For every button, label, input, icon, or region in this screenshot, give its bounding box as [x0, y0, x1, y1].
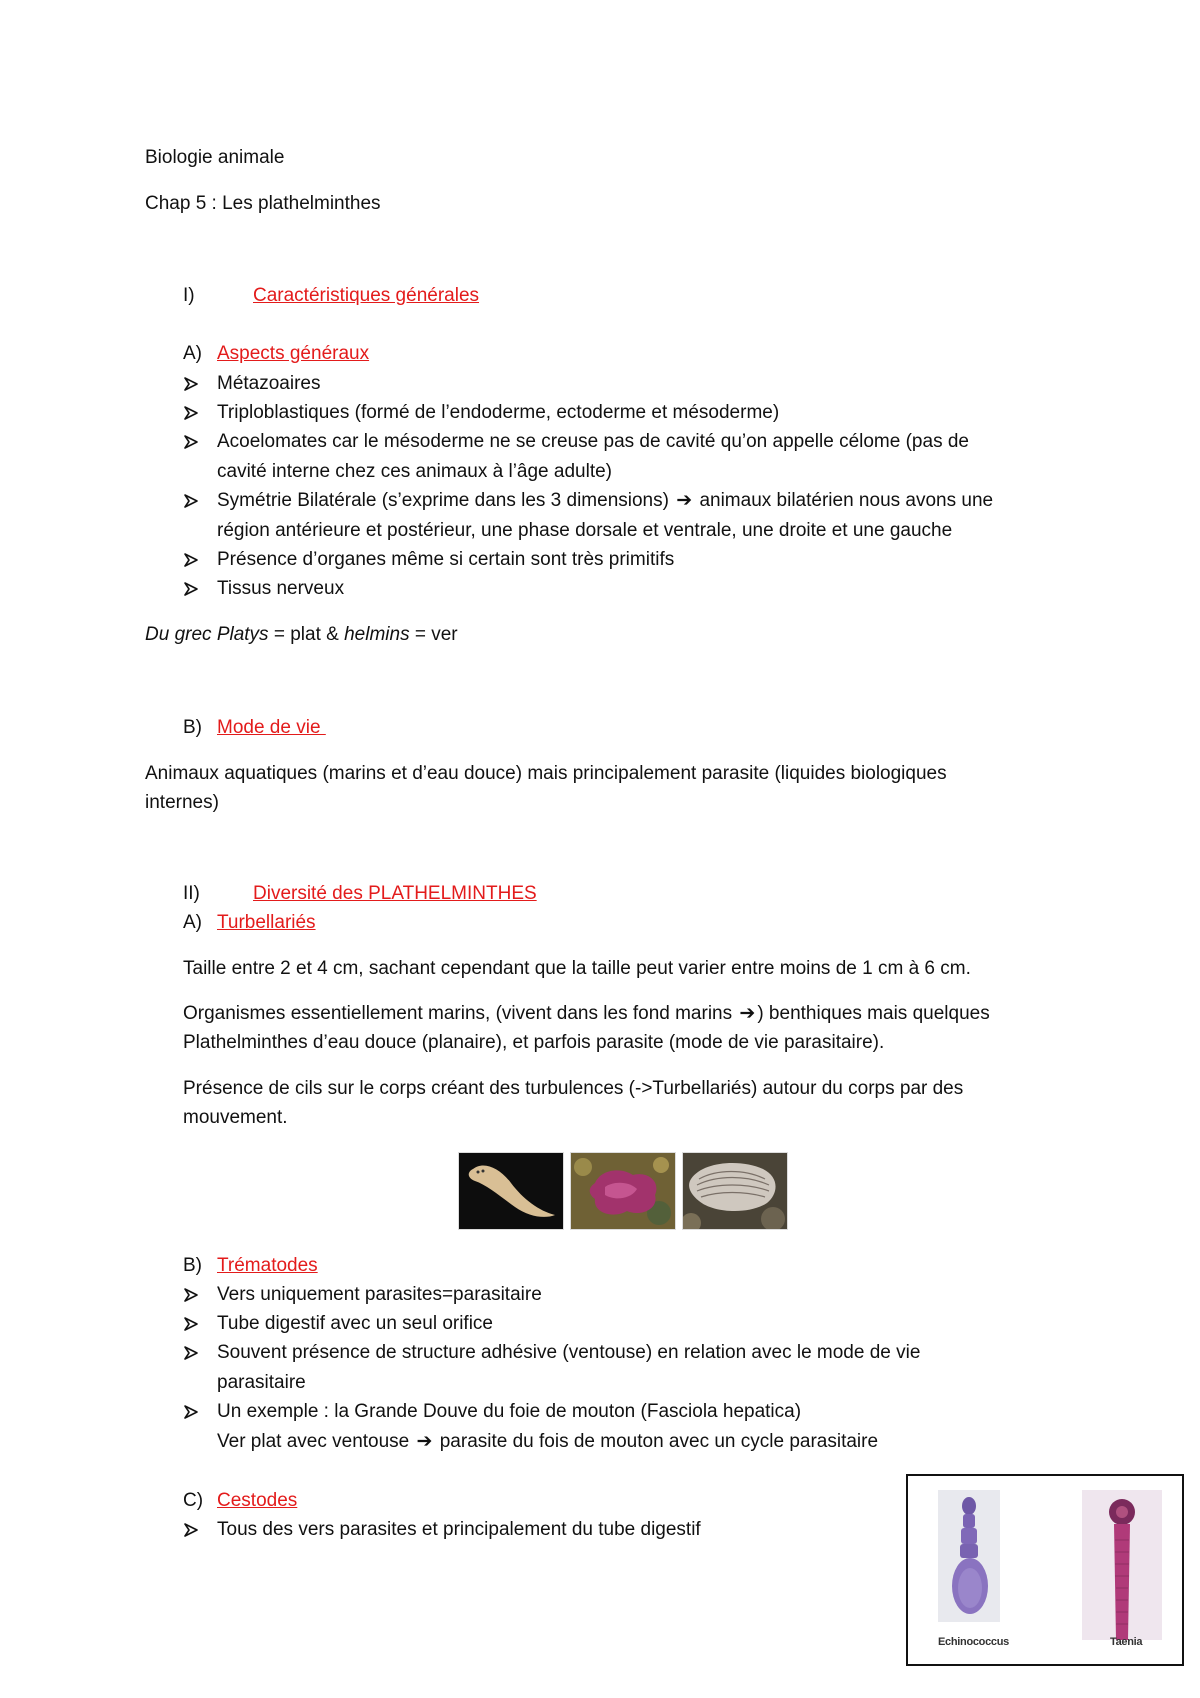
paragraph-line: Animaux aquatiques (marins et d’eau douce) mais principalement parasite (liquides biologiques [145, 763, 947, 784]
echinococcus-image [938, 1490, 1000, 1622]
sub-a-title: Aspects généraux [217, 343, 370, 364]
planarian-photo [458, 1152, 564, 1230]
sub-b-title: Mode de vie [217, 717, 326, 738]
right-arrow-icon: ➔ [739, 1003, 756, 1024]
bullet-item: Tissus nerveux [217, 578, 345, 599]
arrowhead-bullet-icon [183, 552, 199, 568]
marine-flatworm-purple-photo [570, 1152, 676, 1230]
cestode-figure [906, 1474, 1184, 1666]
arrowhead-bullet-icon [183, 493, 199, 509]
bullet-item: Métazoaires [217, 373, 321, 394]
bullet-item: Un exemple : la Grande Douve du foie de mouton (Fasciola hepatica) [217, 1401, 802, 1422]
bullet-item: Tube digestif avec un seul orifice [217, 1313, 494, 1334]
bullet-item: Présence d’organes même si certain sont très primitifs [217, 549, 675, 570]
sub-b-letter: B) [183, 717, 202, 738]
sub-a-title: Turbellariés [217, 912, 316, 933]
paragraph-line: Organismes essentiellement marins, (vivent dans les fond marins ➔ ) benthiques mais quelques [183, 1003, 990, 1024]
sub-a-letter: A) [183, 912, 202, 933]
arrowhead-bullet-icon [183, 1316, 199, 1332]
bullet-item: Vers uniquement parasites=parasitaire [217, 1284, 542, 1305]
bullet-item-continued: région antérieure et postérieur, une phase dorsale et ventrale, une droite et une gauche [217, 520, 953, 541]
arrowhead-bullet-icon [183, 405, 199, 421]
paragraph-line: mouvement. [183, 1107, 288, 1128]
arrowhead-bullet-icon [183, 1345, 199, 1361]
chapter-title: Chap 5 : Les plathelminthes [145, 193, 381, 214]
sub-c-letter: C) [183, 1490, 204, 1511]
sub-b-letter: B) [183, 1255, 202, 1276]
arrowhead-bullet-icon [183, 1522, 199, 1538]
arrowhead-bullet-icon [183, 376, 199, 392]
arrowhead-bullet-icon [183, 1287, 199, 1303]
paragraph-line: Plathelminthes d’eau douce (planaire), et parfois parasite (mode de vie parasitaire). [183, 1032, 885, 1053]
bullet-item: Triploblastiques (formé de l’endoderme, ectoderme et mésoderme) [217, 402, 780, 423]
sub-b-title: Trématodes [217, 1255, 318, 1276]
paragraph-line: Taille entre 2 et 4 cm, sachant cependant que la taille peut varier entre moins de 1 cm à 6 cm. [183, 958, 971, 979]
subject-title: Biologie animale [145, 147, 285, 168]
taenia-caption: Taenia [1110, 1636, 1143, 1648]
right-arrow-icon: ➔ [416, 1431, 433, 1452]
section-2-number: II) [183, 883, 200, 904]
taenia-image [1082, 1490, 1162, 1640]
sub-a-letter: A) [183, 343, 202, 364]
arrowhead-bullet-icon [183, 581, 199, 597]
section-2-title: Diversité des PLATHELMINTHES [253, 883, 537, 904]
sub-c-title: Cestodes [217, 1490, 298, 1511]
bullet-item: Acoelomates car le mésoderme ne se creuse pas de cavité qu’on appelle célome (pas de [217, 431, 969, 452]
bullet-item: Symétrie Bilatérale (s’exprime dans les 3 dimensions) ➔ animaux bilatérien nous avons une [217, 490, 994, 511]
etymology-line: Du grec Platys = plat & helmins = ver [145, 624, 458, 645]
bullet-item: Tous des vers parasites et principalement du tube digestif [217, 1519, 701, 1540]
arrowhead-bullet-icon [183, 434, 199, 450]
right-arrow-icon: ➔ [676, 490, 693, 511]
paragraph-line: Présence de cils sur le corps créant des turbulences (->Turbellariés) autour du corps par des [183, 1078, 964, 1099]
bullet-item: Souvent présence de structure adhésive (ventouse) en relation avec le mode de vie [217, 1342, 921, 1363]
marine-flatworm-striped-photo [682, 1152, 788, 1230]
bullet-item-continued: cavité interne chez ces animaux à l’âge adulte) [217, 461, 613, 482]
bullet-item-continued: Ver plat avec ventouse ➔ parasite du fois de mouton avec un cycle parasitaire [217, 1431, 879, 1452]
bullet-item-continued: parasitaire [217, 1372, 306, 1393]
section-1-number: I) [183, 285, 195, 306]
section-1-title: Caractéristiques générales [253, 285, 480, 306]
arrowhead-bullet-icon [183, 1404, 199, 1420]
echinococcus-caption: Echinococcus [938, 1636, 1009, 1648]
paragraph-line: internes) [145, 792, 219, 813]
